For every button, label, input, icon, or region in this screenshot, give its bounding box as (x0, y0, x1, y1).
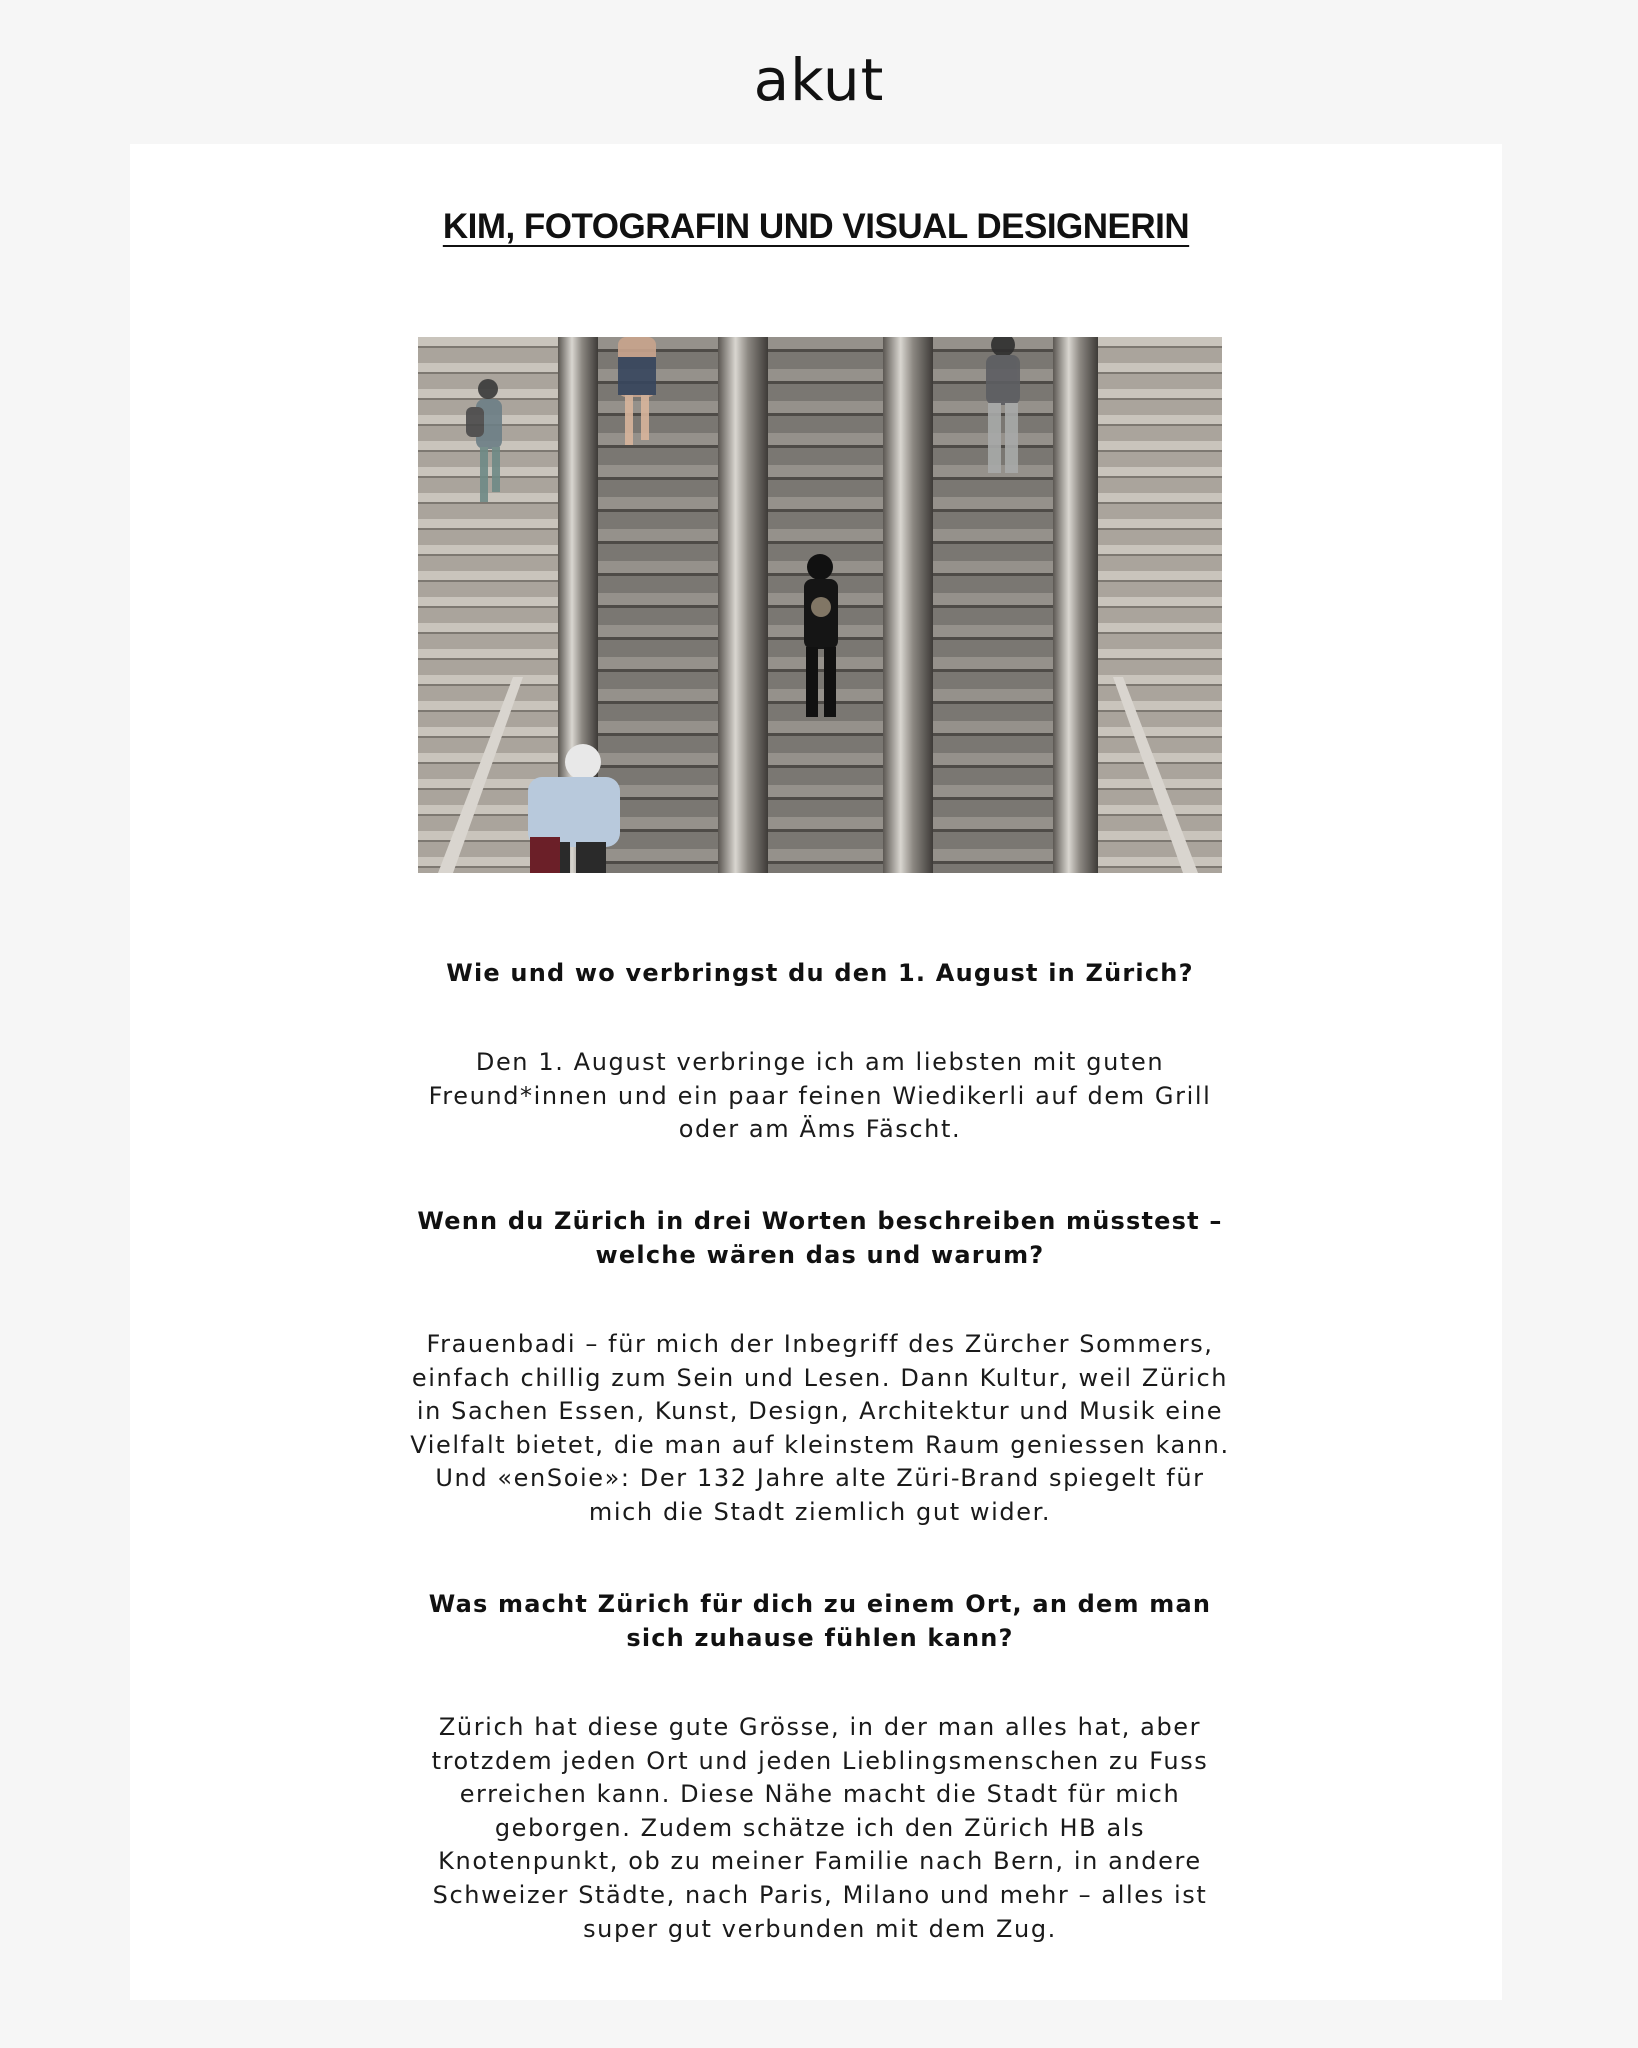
article-card (130, 144, 1502, 2000)
question-2: Wenn du Zürich in drei Worten beschreiben müsstest – welche wären das und warum? (417, 1207, 1223, 1269)
escalator-photo (418, 337, 1222, 873)
question-1: Wie und wo verbringst du den 1. August in Zürich? (446, 959, 1194, 987)
article-headline[interactable]: KIM, FOTOGRAFIN UND VISUAL DESIGNERIN (442, 207, 1190, 246)
answer-1: Den 1. August verbringe ich am liebsten mit guten Freund*innen und ein paar feinen Wiedikerli auf dem Grill oder am Äms Fäscht. (428, 1048, 1212, 1144)
brand-logo[interactable]: akut (753, 46, 885, 114)
answer-3: Zürich hat diese gute Grösse, in der man alles hat, aber trotzdem jeden Ort und jeden Lieblingsmenschen zu Fuss erreichen kann. Diese Nähe macht die Stadt für mich geborgen. Zudem schätze ich den Zürich HB als Knotenpunkt, ob zu meiner Familie nach Bern, in andere Schweizer Städte, nach Paris, Milano und mehr – alles ist super gut verbunden mit dem Zug. (431, 1713, 1209, 1943)
escalator-photo-illustration (418, 337, 1222, 873)
answer-2: Frauenbadi – für mich der Inbegriff des Zürcher Sommers, einfach chillig zum Sein und Lesen. Dann Kultur, weil Zürich in Sachen Essen, Kunst, Design, Architektur und Musik eine Vielfalt bietet, die man auf kleinstem Raum geniessen kann. Und «enSoie»: Der 132 Jahre alte Züri-Brand spiegelt für mich die Stadt ziemlich gut wider. (410, 1330, 1230, 1526)
question-3: Was macht Zürich für dich zu einem Ort, an dem man sich zuhause fühlen kann? (428, 1590, 1212, 1652)
